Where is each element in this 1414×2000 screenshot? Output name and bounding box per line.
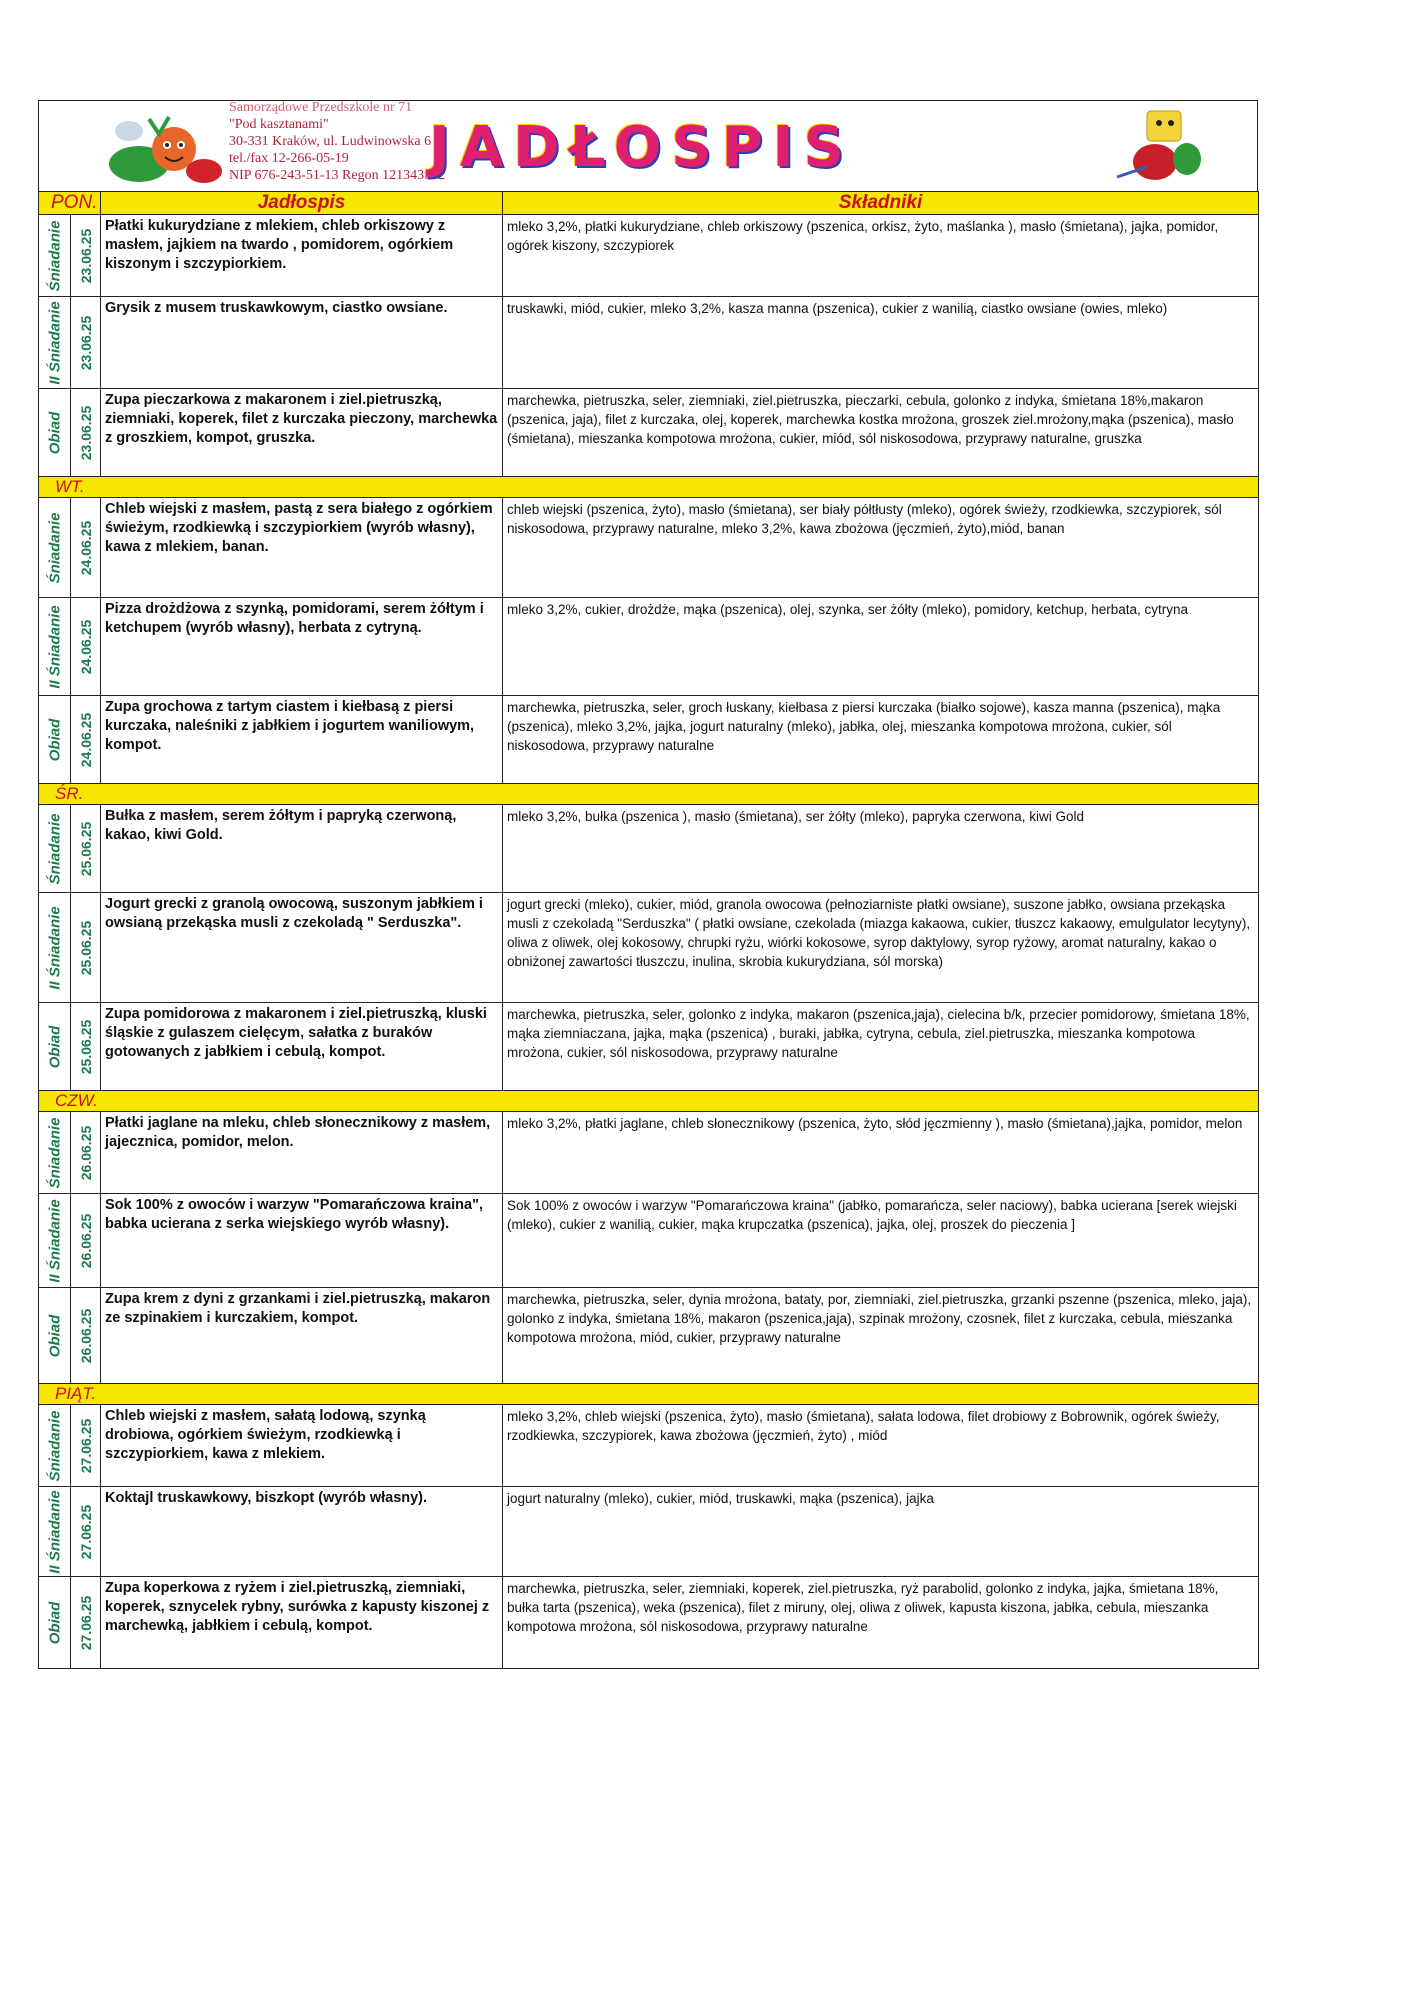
dish-cell: Płatki jaglane na mleku, chleb słonecznikowy z masłem, jajecznica, pomidor, melon. bbox=[101, 1112, 503, 1194]
dish-cell: Chleb wiejski z masłem, sałatą lodową, szynką drobiowa, ogórkiem świeżym, rzodkiewką i szczypiorkiem, kawa z mlekiem. bbox=[101, 1405, 503, 1487]
table-header-row bbox=[39, 192, 1259, 215]
meal-date-cell-text: 24.06.25 bbox=[77, 712, 94, 767]
meal-type-cell bbox=[39, 893, 71, 1003]
meal-date-cell-text: 23.06.25 bbox=[77, 315, 94, 370]
ingredients-cell: marchewka, pietruszka, seler, golonko z indyka, makaron (pszenica,jaja), cielecina b/k, przecier pomidorowy, śmietana 18%, mąka ziemniaczana, jajka, mąka (pszenica) , buraki, jabłka, cytryna, cebula, ziel.pietruszka, mieszanka kompotowa mrożona, cukier, sól niskosodowa, przyprawy naturalne bbox=[503, 1003, 1259, 1091]
school-nickname: "Pod kasztanami" bbox=[229, 117, 329, 132]
ingredients-cell: chleb wiejski (pszenica, żyto), masło (śmietana), ser biały półtłusty (mleko), ogórek świeży, rzodkiewka, szczypiorek, sól niskosodowa, przyprawy naturalne, mleko 3,2%, kawa zbożowa (jęczmień, żyto),miód, banan bbox=[503, 498, 1259, 598]
ingredients-cell: mleko 3,2%, płatki jaglane, chleb słonecznikowy (pszenica, żyto, słód jęczmienny ), masło (śmietana),jajka, pomidor, melon bbox=[503, 1112, 1259, 1194]
meal-type-cell-text: Śniadanie bbox=[46, 1410, 63, 1481]
meal-type-cell bbox=[39, 1577, 71, 1669]
meal-type-cell-text: Śniadanie bbox=[46, 1117, 63, 1188]
meal-date-cell bbox=[71, 498, 101, 598]
meal-date-cell bbox=[71, 1487, 101, 1577]
meal-type-cell-text: II Śniadanie bbox=[46, 1198, 63, 1283]
meal-row bbox=[39, 389, 1259, 477]
ingredients-cell: mleko 3,2%, bułka (pszenica ), masło (śmietana), ser żółty (mleko), papryka czerwona, kiwi Gold bbox=[503, 805, 1259, 893]
ingredients-cell: truskawki, miód, cukier, mleko 3,2%, kasza manna (pszenica), cukier z wanilią, ciastko owsiane (owies, mleko) bbox=[503, 297, 1259, 389]
school-nip-regon: NIP 676-243-51-13 Regon 121343982 bbox=[229, 168, 446, 183]
school-address: 30-331 Kraków, ul. Ludwinowska 6 bbox=[229, 134, 432, 149]
ingredients-cell: marchewka, pietruszka, seler, groch łuskany, kiełbasa z piersi kurczaka (białko sojowe), kasza manna (pszenica), mąka (pszenica), mleko 3,2%, jajka, jogurt naturalny (mleko), jabłka, olej, mieszanka kompotowa mrożona, cukier, sól niskosodowa, przyprawy naturalne bbox=[503, 696, 1259, 784]
meal-type-cell bbox=[39, 215, 71, 297]
meal-type-cell bbox=[39, 1194, 71, 1288]
meal-date-cell-text: 27.06.25 bbox=[77, 1595, 94, 1650]
meal-date-cell bbox=[71, 1288, 101, 1384]
meal-type-cell-text: II Śniadanie bbox=[46, 300, 63, 385]
meal-row bbox=[39, 215, 1259, 297]
dish-cell: Zupa koperkowa z ryżem i ziel.pietruszką, ziemniaki, koperek, sznycelek rybny, surówka z kapusty kiszonej z marchewką, jabłkiem i cebulą, kompot. bbox=[101, 1577, 503, 1669]
meal-date-cell-text: 25.06.25 bbox=[77, 1019, 94, 1074]
menu-table-body bbox=[39, 192, 1259, 1669]
meal-date-cell-text: 24.06.25 bbox=[77, 619, 94, 674]
school-phone: tel./fax 12-266-05-19 bbox=[229, 151, 349, 166]
ingredients-cell: jogurt naturalny (mleko), cukier, miód, truskawki, mąka (pszenica), jajka bbox=[503, 1487, 1259, 1577]
dish-cell: Sok 100% z owoców i warzyw "Pomarańczowa kraina", babka ucierana z serka wiejskiego wyrób własny). bbox=[101, 1194, 503, 1288]
meal-type-cell-text: Obiad bbox=[46, 1025, 63, 1068]
meal-type-cell bbox=[39, 1288, 71, 1384]
day-label: ŚR. bbox=[55, 784, 84, 803]
meal-date-cell-text: 27.06.25 bbox=[77, 1504, 94, 1559]
meal-date-cell bbox=[71, 1112, 101, 1194]
day-header-row bbox=[39, 784, 1259, 805]
day-header-row bbox=[39, 1384, 1259, 1405]
meal-type-cell bbox=[39, 598, 71, 696]
meal-date-cell bbox=[71, 1405, 101, 1487]
dish-cell: Chleb wiejski z masłem, pastą z sera białego z ogórkiem świeżym, rzodkiewką i szczypiorkiem (wyrób własny), kawa z mlekiem, banan. bbox=[101, 498, 503, 598]
meal-date-cell bbox=[71, 215, 101, 297]
dish-cell: Zupa grochowa z tartym ciastem i kiełbasą z piersi kurczaka, naleśniki z jabłkiem i jogurtem waniliowym, kompot. bbox=[101, 696, 503, 784]
meal-date-cell bbox=[71, 1003, 101, 1091]
meal-date-cell bbox=[71, 696, 101, 784]
ingredients-cell: marchewka, pietruszka, seler, ziemniaki, ziel.pietruszka, pieczarki, cebula, golonko z indyka, śmietana 18%,makaron (pszenica, jaja), filet z kurczaka, olej, koperek, marchewka kostka mrożona, groszek ziel.mrożony,mąka (pszenica), masło (śmietana), mieszanka kompotowa mrożona, cukier, miód, sól niskosodowa, przyprawy naturalne, gruszka bbox=[503, 389, 1259, 477]
meal-date-cell-text: 23.06.25 bbox=[77, 228, 94, 283]
day-header-cell bbox=[39, 1384, 1259, 1405]
meal-row bbox=[39, 805, 1259, 893]
meal-type-cell-text: Obiad bbox=[46, 1314, 63, 1357]
meal-type-cell-text: II Śniadanie bbox=[46, 905, 63, 990]
meal-type-cell-text: Śniadanie bbox=[46, 512, 63, 583]
dish-cell: Jogurt grecki z granolą owocową, suszonym jabłkiem i owsianą przekąska musli z czekoladą " Serduszka". bbox=[101, 893, 503, 1003]
meal-row bbox=[39, 297, 1259, 389]
meal-type-cell-text: Obiad bbox=[46, 411, 63, 454]
meal-type-cell-text: II Śniadanie bbox=[46, 1489, 63, 1574]
day-header-cell bbox=[39, 1091, 1259, 1112]
day-label: WT. bbox=[55, 477, 85, 496]
cheese-tomato-illustration bbox=[1107, 107, 1217, 189]
day-label: CZW. bbox=[55, 1091, 98, 1110]
dish-cell: Zupa krem z dyni z grzankami i ziel.pietruszką, makaron ze szpinakiem i kurczakiem, kompot. bbox=[101, 1288, 503, 1384]
day-header-row bbox=[39, 1091, 1259, 1112]
school-info bbox=[229, 100, 445, 184]
meal-row bbox=[39, 1194, 1259, 1288]
ingredients-column-header: Składniki bbox=[503, 192, 1259, 215]
menu-sheet bbox=[38, 100, 1258, 1669]
dish-cell: Zupa pieczarkowa z makaronem i ziel.pietruszką, ziemniaki, koperek, filet z kurczaka pieczony, marchewka z groszkiem, kompot, gruszka. bbox=[101, 389, 503, 477]
meal-row bbox=[39, 893, 1259, 1003]
meal-type-cell bbox=[39, 1003, 71, 1091]
meal-type-cell-text: Obiad bbox=[46, 1601, 63, 1644]
meal-row bbox=[39, 498, 1259, 598]
meal-type-cell bbox=[39, 389, 71, 477]
day-header-cell bbox=[39, 477, 1259, 498]
meal-row bbox=[39, 1487, 1259, 1577]
meal-date-cell bbox=[71, 389, 101, 477]
meal-row bbox=[39, 1112, 1259, 1194]
dish-cell: Bułka z masłem, serem żółtym i papryką czerwoną, kakao, kiwi Gold. bbox=[101, 805, 503, 893]
meal-date-cell-text: 25.06.25 bbox=[77, 821, 94, 876]
meal-date-cell-text: 25.06.25 bbox=[77, 920, 94, 975]
meal-date-cell-text: 26.06.25 bbox=[77, 1308, 94, 1363]
meal-row bbox=[39, 1405, 1259, 1487]
meal-date-cell bbox=[71, 297, 101, 389]
vegetables-illustration bbox=[99, 109, 229, 191]
meal-date-cell-text: 23.06.25 bbox=[77, 405, 94, 460]
school-name: Samorządowe Przedszkole nr 71 bbox=[229, 100, 413, 115]
meal-type-cell-text: Obiad bbox=[46, 718, 63, 761]
meal-date-cell-text: 27.06.25 bbox=[77, 1418, 94, 1473]
meal-date-cell-text: 26.06.25 bbox=[77, 1125, 94, 1180]
dish-cell: Zupa pomidorowa z makaronem i ziel.pietruszką, kluski śląskie z gulaszem cielęcym, sałatka z buraków gotowanych z jabłkiem i cebulą, kompot. bbox=[101, 1003, 503, 1091]
meal-date-cell-text: 24.06.25 bbox=[77, 520, 94, 575]
meal-date-cell bbox=[71, 598, 101, 696]
ingredients-cell: Sok 100% z owoców i warzyw "Pomarańczowa kraina" (jabłko, pomarańcza, seler naciowy), babka ucierana [serek wiejski (mleko), cukier z wanilią, cukier, mąka krupczatka (pszenica), jajka, olej, proszek do pieczenia ] bbox=[503, 1194, 1259, 1288]
meal-type-cell bbox=[39, 1405, 71, 1487]
ingredients-cell: jogurt grecki (mleko), cukier, miód, granola owocowa (pełnoziarniste płatki owsiane), suszone jabłko, owsiana przekąska musli z czekoladą "Serduszka" ( płatki owsiane, czekolada (miazga kakaowa, cukier, tłuszcz kakaowy, emulgulator lecytyny), oliwa z oliwek, olej kokosowy, chrupki ryżu, wiórki kokosowe, syrop daktylowy, syrop ryżowy, aromat naturalny, kakao o obniżonej zawartości tłuszczu, inulina, skrobia kukurydziana, sól morska) bbox=[503, 893, 1259, 1003]
meal-row bbox=[39, 1288, 1259, 1384]
day-header-row bbox=[39, 477, 1259, 498]
meal-row bbox=[39, 1003, 1259, 1091]
ingredients-cell: mleko 3,2%, płatki kukurydziane, chleb orkiszowy (pszenica, orkisz, żyto, maślanka ), masło (śmietana), jajka, pomidor, ogórek kiszony, szczypiorek bbox=[503, 215, 1259, 297]
meal-date-cell bbox=[71, 805, 101, 893]
menu-column-header: Jadłospis bbox=[101, 192, 503, 215]
dish-cell: Płatki kukurydziane z mlekiem, chleb orkiszowy z masłem, jajkiem na twardo , pomidorem, ogórkiem kiszonym i szczypiorkiem. bbox=[101, 215, 503, 297]
ingredients-cell: mleko 3,2%, cukier, drożdże, mąka (pszenica), olej, szynka, ser żółty (mleko), pomidory, ketchup, herbata, cytryna bbox=[503, 598, 1259, 696]
jadlospis-logo: JADŁOSPIS bbox=[429, 115, 854, 180]
header-banner bbox=[38, 100, 1258, 191]
menu-table bbox=[38, 191, 1259, 1669]
dish-cell: Koktajl truskawkowy, biszkopt (wyrób własny). bbox=[101, 1487, 503, 1577]
meal-row bbox=[39, 696, 1259, 784]
ingredients-cell: marchewka, pietruszka, seler, dynia mrożona, bataty, por, ziemniaki, ziel.pietruszka, grzanki pszenne (pszenica, mleko, jaja), golonko z indyka, śmietana 18%, makaron (pszenica,jaja), szpinak mrożony, czosnek, filet z kurczaka, cebula, mieszanka kompotowa mrożona, miód, cukier, przyprawy naturalne bbox=[503, 1288, 1259, 1384]
meal-type-cell bbox=[39, 297, 71, 389]
meal-date-cell bbox=[71, 1194, 101, 1288]
day-label: PIĄT. bbox=[55, 1384, 96, 1403]
meal-date-cell bbox=[71, 1577, 101, 1669]
meal-type-cell bbox=[39, 1487, 71, 1577]
day-header-cell bbox=[39, 784, 1259, 805]
meal-row bbox=[39, 598, 1259, 696]
meal-type-cell-text: Śniadanie bbox=[46, 813, 63, 884]
ingredients-cell: marchewka, pietruszka, seler, ziemniaki, koperek, ziel.pietruszka, ryż parabolid, golonko z indyka, jajka, śmietana 18%, bułka tarta (pszenica), weka (pszenica), filet z miruny, olej, oliwa z oliwek, kapusta kiszona, jabłka, cebula, mieszanka kompotowa mrożona, sól niskosodowa, przyprawy naturalne bbox=[503, 1577, 1259, 1669]
dish-cell: Pizza drożdżowa z szynką, pomidorami, serem żółtym i ketchupem (wyrób własny), herbata z cytryną. bbox=[101, 598, 503, 696]
day-column-header: PON. bbox=[39, 192, 101, 215]
meal-type-cell bbox=[39, 805, 71, 893]
ingredients-cell: mleko 3,2%, chleb wiejski (pszenica, żyto), masło (śmietana), sałata lodowa, filet drobiowy z Bobrownik, ogórek świeży, rzodkiewka, szczypiorek, kawa zbożowa (jęczmień, żyto) , miód bbox=[503, 1405, 1259, 1487]
meal-row bbox=[39, 1577, 1259, 1669]
meal-type-cell-text: Śniadanie bbox=[46, 220, 63, 291]
dish-cell: Grysik z musem truskawkowym, ciastko owsiane. bbox=[101, 297, 503, 389]
meal-type-cell bbox=[39, 1112, 71, 1194]
meal-date-cell-text: 26.06.25 bbox=[77, 1213, 94, 1268]
meal-type-cell bbox=[39, 696, 71, 784]
meal-type-cell bbox=[39, 498, 71, 598]
meal-type-cell-text: II Śniadanie bbox=[46, 604, 63, 689]
meal-date-cell bbox=[71, 893, 101, 1003]
